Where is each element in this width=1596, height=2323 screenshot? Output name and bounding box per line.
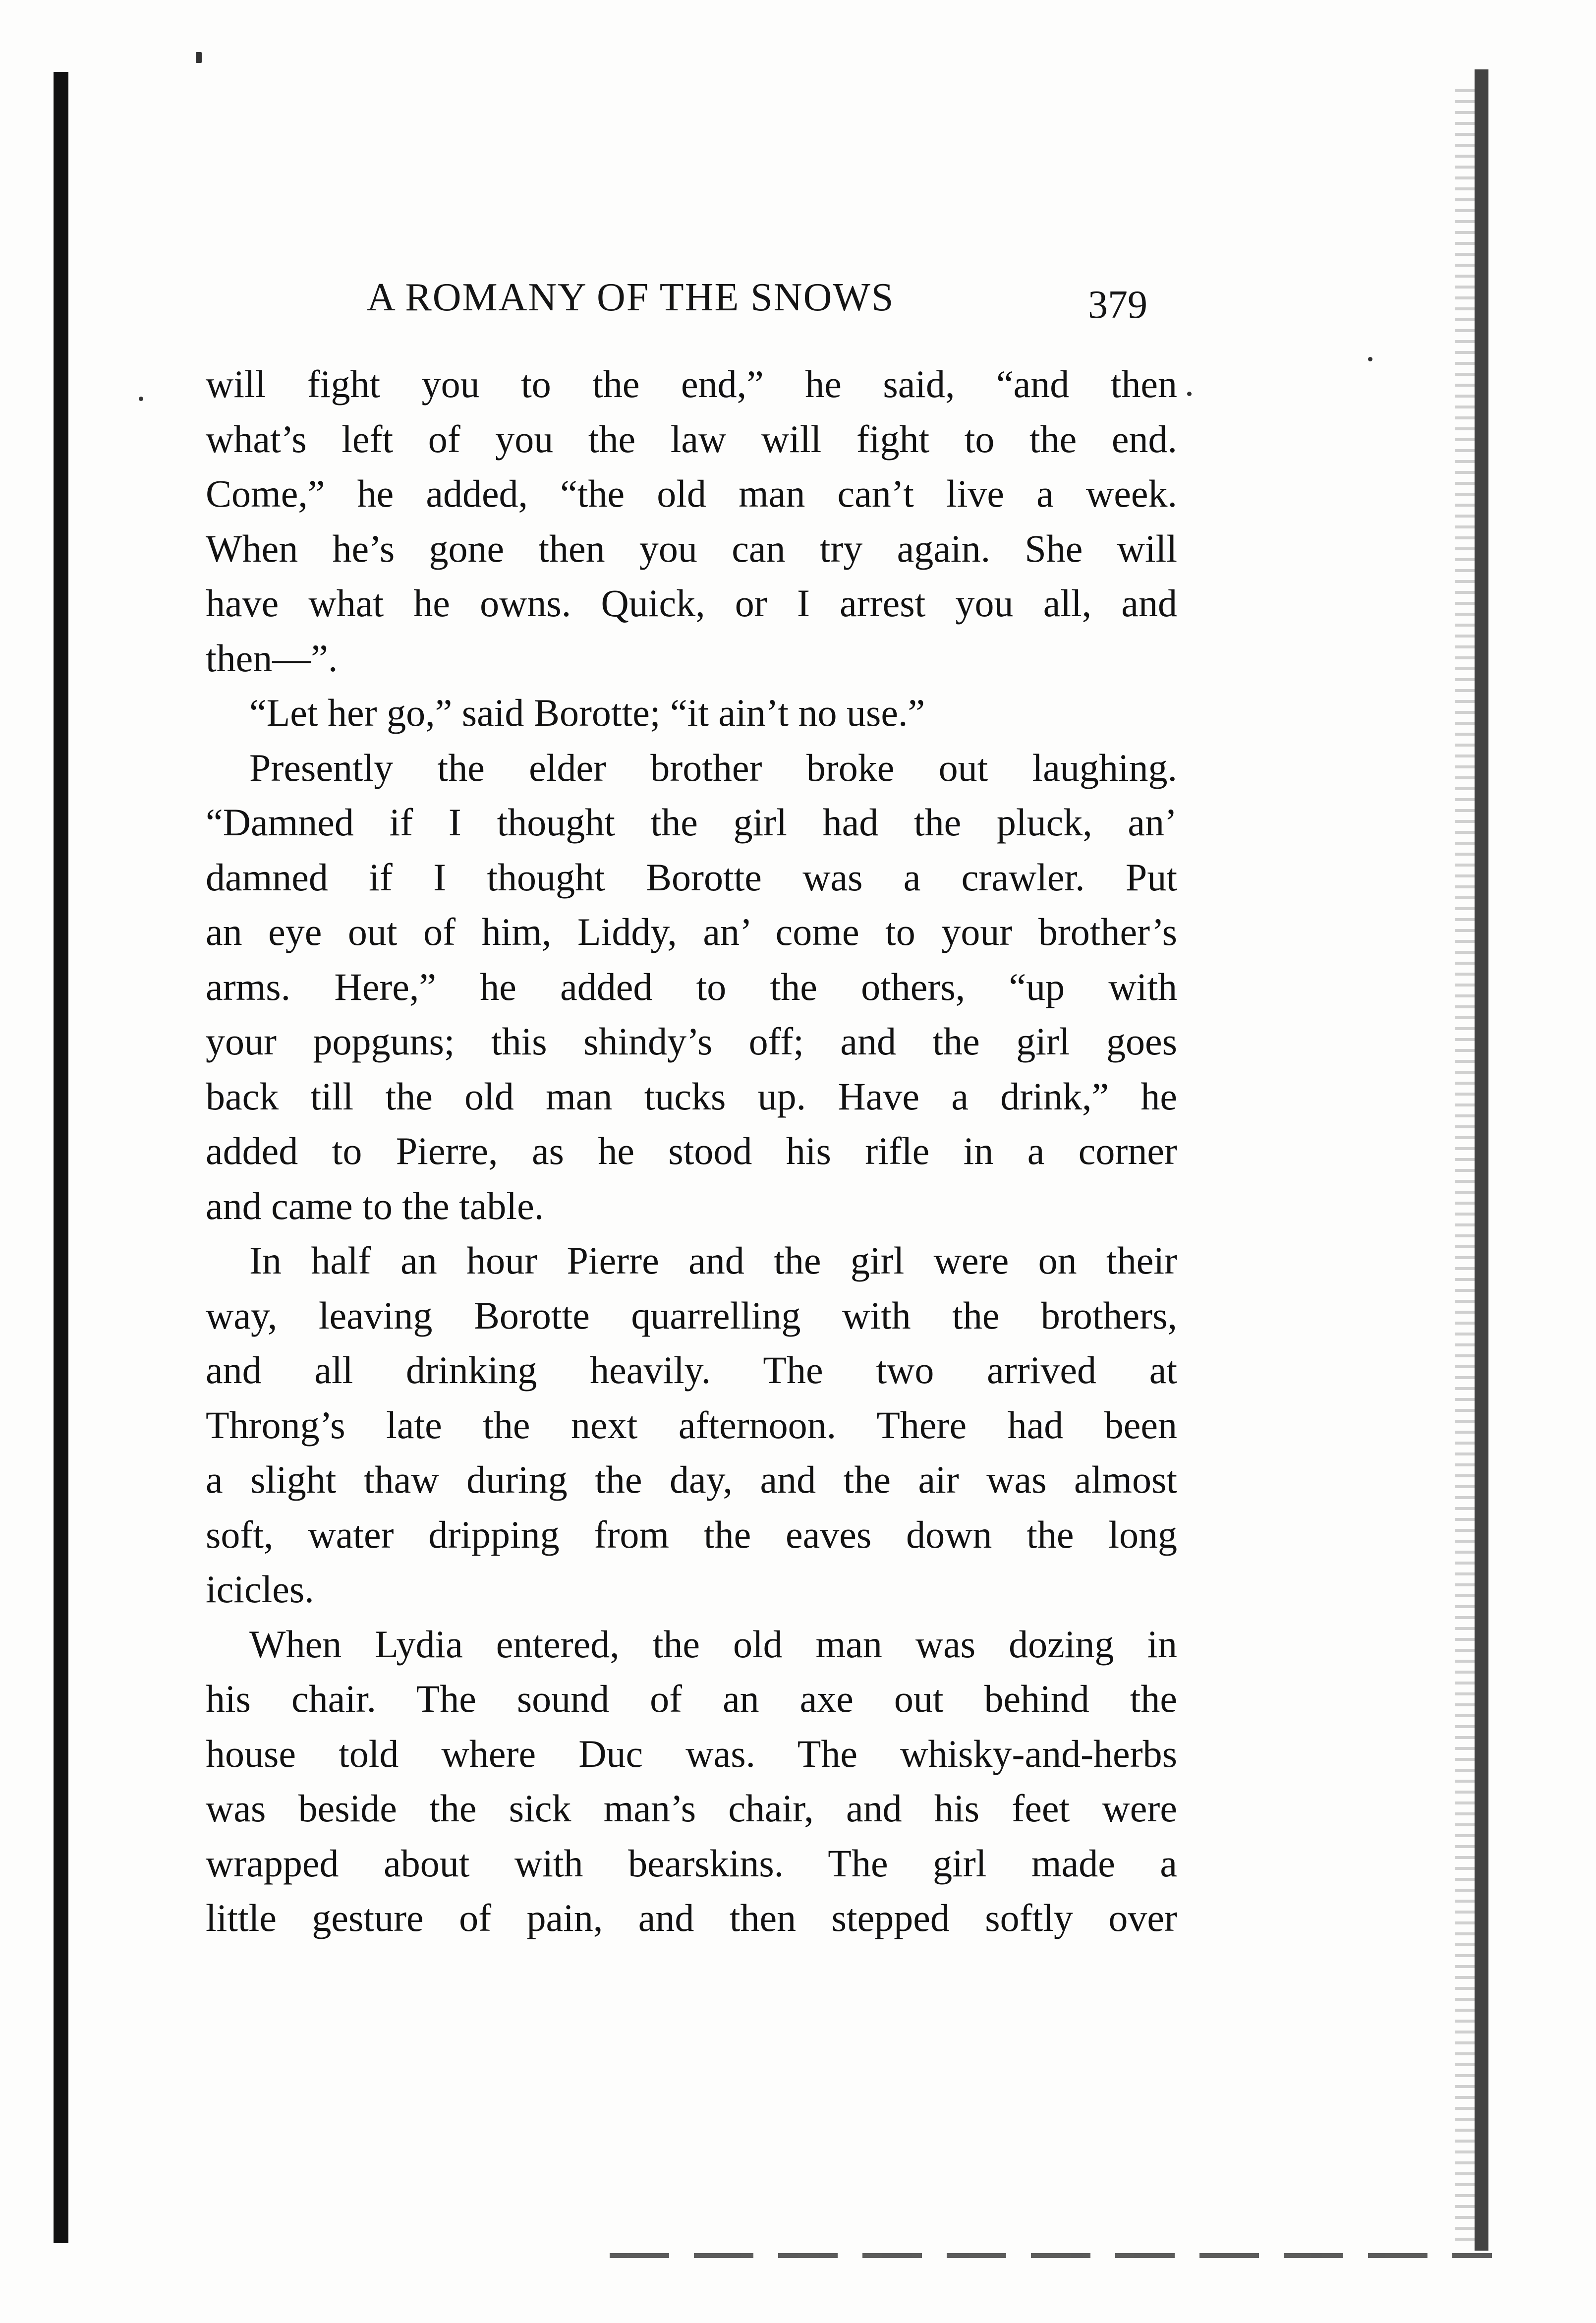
text-line: When Lydia entered, the old man was dozing in: [249, 1622, 1177, 1666]
scan-speck: [1368, 357, 1372, 361]
text-line: way, leaving Borotte quarrelling with the brothers,: [206, 1293, 1177, 1337]
text-line: arms. Here,” he added to the others, “up with: [206, 965, 1177, 1008]
page-number: 379: [1088, 283, 1147, 327]
scan-edge-bottom: [610, 2253, 1492, 2258]
paragraph: [206, 1233, 1177, 1617]
text-line: back till the old man tucks up. Have a drink,” he: [206, 1074, 1177, 1118]
body-text: [206, 357, 1177, 1946]
text-line: a slight thaw during the day, and the air was almost: [206, 1458, 1177, 1501]
text-line: icicles.: [206, 1568, 314, 1611]
paragraph: [206, 1617, 1177, 1946]
text-line: your popguns; this shindy’s off; and the girl goes: [206, 1020, 1177, 1063]
text-line: When he’s gone then you can try again. She will: [206, 526, 1177, 570]
paragraph: [206, 357, 1177, 686]
text-line: Come,” he added, “the old man can’t live a week.: [206, 472, 1177, 515]
text-line: “Damned if I thought the girl had the pluck, an’: [206, 801, 1177, 844]
text-line: little gesture of pain, and then stepped softly over: [206, 1896, 1177, 1939]
text-line: have what he owns. Quick, or I arrest you all, and: [206, 581, 1177, 625]
scan-speck: [1187, 392, 1192, 396]
text-line: added to Pierre, as he stood his rifle in a corner: [206, 1129, 1177, 1172]
paragraph: [206, 686, 1177, 741]
scan-edge-left: [54, 72, 68, 2243]
text-line: wrapped about with bearskins. The girl made a: [206, 1841, 1177, 1885]
text-line: In half an hour Pierre and the girl were on their: [249, 1239, 1177, 1282]
text-line: was beside the sick man’s chair, and his feet were: [206, 1787, 1177, 1830]
text-line: will fight you to the end,” he said, “and then: [206, 362, 1177, 406]
scan-speck: [196, 52, 202, 63]
text-line: what’s left of you the law will fight to the end.: [206, 417, 1177, 461]
running-title: A ROMANY OF THE SNOWS: [367, 276, 895, 319]
text-line: Throng’s late the next afternoon. There had been: [206, 1403, 1177, 1447]
text-line: then—”.: [206, 636, 338, 680]
scan-speck: [139, 397, 143, 401]
text-line: and all drinking heavily. The two arrived at: [206, 1348, 1177, 1392]
text-line: Presently the elder brother broke out laughing.: [249, 746, 1177, 789]
text-line: and came to the table.: [206, 1184, 544, 1227]
scan-edge-right: [1475, 69, 1488, 2251]
text-line: his chair. The sound of an axe out behind the: [206, 1677, 1177, 1720]
text-line: “Let her go,” said Borotte; “it ain’t no use.”: [249, 691, 925, 734]
paragraph: [206, 741, 1177, 1234]
text-line: damned if I thought Borotte was a crawler. Put: [206, 855, 1177, 899]
text-line: soft, water dripping from the eaves down the long: [206, 1512, 1177, 1556]
scan-edge-right-noise: [1455, 89, 1475, 2246]
text-line: an eye out of him, Liddy, an’ come to your brother’s: [206, 910, 1177, 953]
text-line: house told where Duc was. The whisky-and-herbs: [206, 1732, 1177, 1775]
